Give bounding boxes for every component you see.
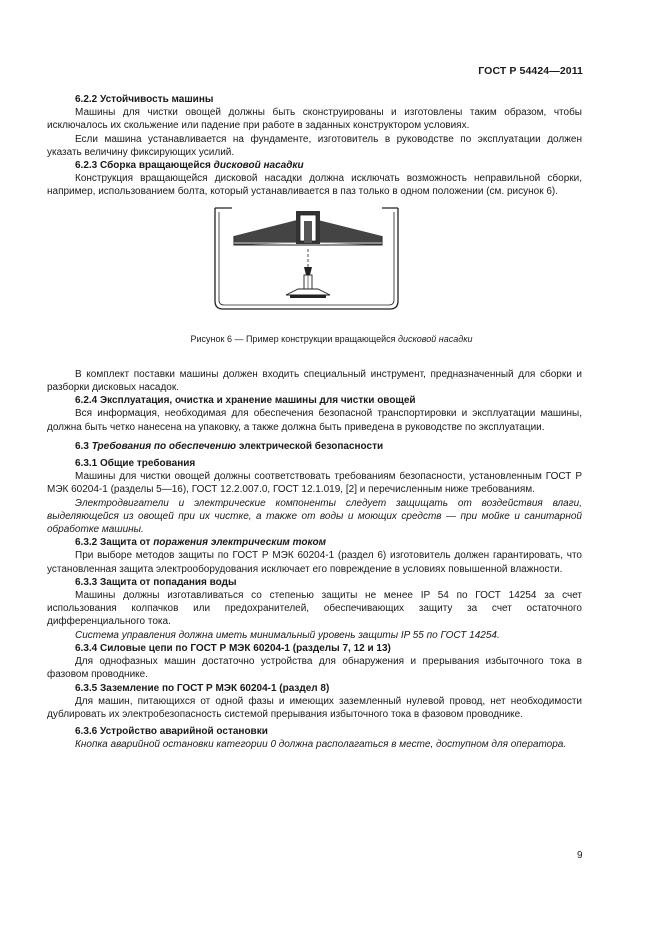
heading-italic: дисковой насадки	[213, 160, 304, 172]
heading-italic: Требования по обеспечению	[91, 440, 237, 452]
page-number: 9	[577, 850, 583, 861]
document-body	[47, 93, 582, 752]
paragraph: Для машин, питающихся от одной фазы и имеющих заземленный нулевой провод, нет необходимости дублировать их электробезопасность системой прерывания избыточного тока в фазовом проводнике.	[47, 695, 582, 720]
section-heading-6-3-3: 6.3.3 Защита от попадания воды	[75, 576, 237, 588]
heading-italic: поражения электрическим током	[153, 537, 327, 549]
paragraph: Машины для чистки овощей должны быть сконструированы и изготовлены таким образом, чтобы исключалось их скольжение или падение при работе в заданных конструктором условиях.	[47, 107, 582, 132]
paragraph: Конструкция вращающейся дисковой насадки должна исключать возможность неправильной сборки, например, использованием болта, который устанавливается в паз только в одном положении (см. рисунок 6).	[47, 173, 582, 198]
document-header: ГОСТ Р 54424—2011	[478, 65, 583, 77]
paragraph: В комплект поставки машины должен входить специальный инструмент, предназначенный для сборки и разборки дисковых насадок.	[47, 368, 582, 394]
figure-caption	[47, 333, 582, 346]
heading-number: 6.2.3 Сборка вращающейся	[75, 160, 214, 172]
paragraph: При выборе методов защиты по ГОСТ Р МЭК 60204-1 (раздел 6) изготовитель должен гарантировать, что установленная защита электрооборудования исключает его повреждение в условиях повышенной влажности.	[47, 550, 582, 575]
paragraph: Для однофазных машин достаточно устройства для обнаружения и прерывания избыточного тока в фазовом проводнике.	[47, 656, 582, 681]
section-heading-6-3	[47, 440, 582, 453]
paragraph-italic: Кнопка аварийной остановки категории 0 должна располагаться в месте, доступном для оператора.	[75, 739, 567, 751]
heading-number: 6.3	[75, 440, 92, 452]
paragraph: Машины для чистки овощей должны соответствовать требованиям безопасности, установленным ГОСТ Р МЭК 60204-1 (разделы 5—16), ГОСТ 12.2.007.0, ГОСТ 12.1.019, [2] и перечисленным ниже требованиям.	[47, 471, 582, 496]
paragraph: Вся информация, необходимая для обеспечения безопасной транспортировки и эксплуатации машины, должна быть четко нанесена на упаковку, а также должна быть приведена в руководстве по эксплуатации.	[47, 408, 582, 433]
paragraph: Машины должны изготавливаться со степенью защиты не менее IP 54 по ГОСТ 14254 за счет использования колпачков или предохранителей, обеспечивающих защиту за счет остаточного дифференциального тока.	[47, 590, 582, 628]
paragraph: Если машина устанавливается на фундаменте, изготовитель в руководстве по эксплуатации должен указать величину фиксирующих усилий.	[47, 133, 582, 158]
section-heading-6-3-2	[47, 536, 582, 549]
section-heading-6-3-6: 6.3.6 Устройство аварийной остановки	[75, 726, 268, 738]
caption-text: Рисунок 6 — Пример конструкции вращающейся	[190, 333, 399, 344]
section-heading-6-2-3	[47, 159, 582, 172]
section-heading-6-2-2: 6.2.2 Устойчивость машины	[75, 94, 214, 105]
heading-rest: электрической безопасности	[236, 440, 384, 452]
section-heading-6-2-4: 6.2.4 Эксплуатация, очистка и хранение машины для чистки овощей	[75, 395, 416, 407]
figure-6	[47, 205, 582, 333]
section-heading-6-3-5: 6.3.5 Заземление по ГОСТ Р МЭК 60204-1 (раздел 8)	[75, 682, 330, 694]
heading-number: 6.3.2 Защита от	[75, 537, 154, 549]
paragraph-italic: Система управления должна иметь минимальный уровень защиты IP 55 по ГОСТ 14254.	[75, 629, 500, 641]
paragraph-italic: Электродвигатели и электрические компоненты следует защищать от воздействия влаги, выделяющейся из овощей при их чистке, а также от воды и моющих средств — при мойке и санитарной обработке машины.	[47, 497, 582, 536]
section-heading-6-3-1: 6.3.1 Общие требования	[75, 458, 196, 470]
disc-attachment-drawing	[212, 205, 412, 315]
section-heading-6-3-4: 6.3.4 Силовые цепи по ГОСТ Р МЭК 60204-1 (разделы 7, 12 и 13)	[75, 642, 391, 654]
caption-italic: дисковой насадки	[398, 333, 473, 344]
